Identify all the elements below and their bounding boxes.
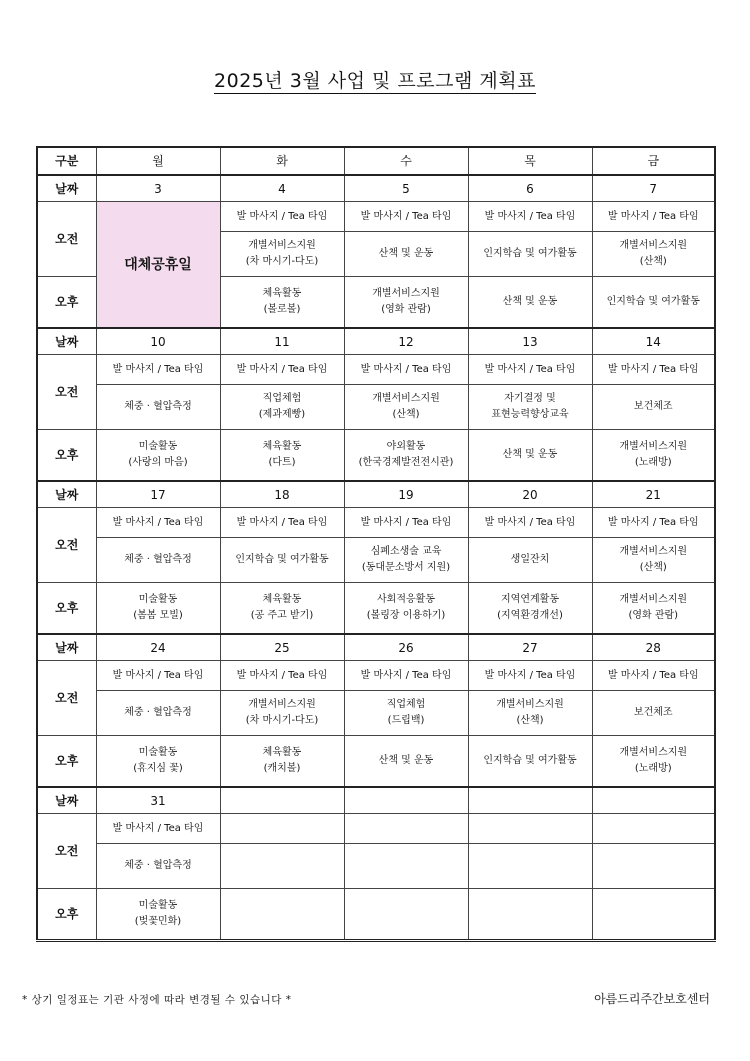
date-cell [344, 787, 468, 814]
activity-cell: 산책 및 운동 [468, 277, 592, 329]
activity-cell [96, 889, 220, 941]
cell-line: (사랑의 마음) [128, 457, 188, 468]
cell-line: (노래방) [634, 457, 672, 468]
activity-cell: 체중 · 혈압측정 [96, 385, 220, 430]
cell-line: (벚꽃민화) [134, 916, 182, 927]
am-row-1 [37, 355, 715, 385]
date-cell: 3 [96, 175, 220, 202]
date-cell: 6 [468, 175, 592, 202]
date-row [37, 175, 715, 202]
pm-label: 오후 [37, 583, 96, 635]
activity-cell [96, 430, 220, 482]
cell-line: (산책) [516, 715, 544, 726]
footer-note: * 상기 일정표는 기관 사정에 따라 변경될 수 있습니다 * [22, 994, 292, 1006]
activity-cell: 산책 및 운동 [344, 736, 468, 788]
cell-line: 개별서비스지원 [619, 441, 688, 452]
activity-cell [468, 691, 592, 736]
activity-cell: 발 마사지 / Tea 타임 [96, 814, 220, 844]
activity-cell [592, 736, 715, 788]
activity-cell: 발 마사지 / Tea 타임 [592, 661, 715, 691]
activity-cell [592, 844, 715, 889]
activity-cell [220, 736, 344, 788]
cell-line: 미술활동 [138, 441, 178, 452]
activity-cell: 발 마사지 / Tea 타임 [344, 202, 468, 232]
activity-cell [220, 430, 344, 482]
date-cell: 26 [344, 634, 468, 661]
activity-cell [344, 430, 468, 482]
date-label: 날짜 [37, 481, 96, 508]
activity-cell [344, 583, 468, 635]
am-label: 오전 [37, 508, 96, 583]
header-day: 목 [468, 147, 592, 175]
activity-cell [220, 583, 344, 635]
date-cell: 27 [468, 634, 592, 661]
cell-line: 개별서비스지원 [248, 699, 316, 710]
activity-cell: 산책 및 운동 [468, 430, 592, 482]
activity-cell: 생일잔치 [468, 538, 592, 583]
pm-label: 오후 [37, 736, 96, 788]
activity-cell [468, 385, 592, 430]
cell-line: 직업체험 [262, 393, 302, 404]
activity-cell [220, 385, 344, 430]
activity-cell [96, 736, 220, 788]
activity-cell: 보건체조 [592, 691, 715, 736]
activity-cell [592, 889, 715, 941]
date-cell: 28 [592, 634, 715, 661]
date-cell: 13 [468, 328, 592, 355]
am-row-2 [37, 844, 715, 889]
activity-cell [344, 889, 468, 941]
activity-cell [344, 814, 468, 844]
activity-cell [220, 691, 344, 736]
cell-line: 개별서비스지원 [619, 240, 688, 251]
activity-cell: 발 마사지 / Tea 타임 [468, 202, 592, 232]
header-day: 화 [220, 147, 344, 175]
date-row [37, 634, 715, 661]
cell-line: (동대문소방서 지원) [361, 562, 451, 573]
schedule-table [36, 146, 716, 942]
activity-cell [468, 814, 592, 844]
cell-line: 개별서비스지원 [496, 699, 564, 710]
date-label: 날짜 [37, 787, 96, 814]
activity-cell: 체중 · 혈압측정 [96, 538, 220, 583]
cell-line: (산책) [639, 562, 667, 573]
pm-row [37, 583, 715, 635]
activity-cell [220, 844, 344, 889]
activity-cell [344, 385, 468, 430]
date-cell: 10 [96, 328, 220, 355]
activity-cell [344, 277, 468, 329]
cell-line: (볼로볼) [263, 304, 301, 315]
date-label: 날짜 [37, 328, 96, 355]
date-row [37, 787, 715, 814]
date-cell [468, 787, 592, 814]
cell-line: 표현능력향상교육 [491, 409, 569, 420]
date-cell: 21 [592, 481, 715, 508]
cell-line: 개별서비스지원 [372, 393, 440, 404]
am-row-2 [37, 538, 715, 583]
activity-cell [592, 538, 715, 583]
am-row-2 [37, 385, 715, 430]
activity-cell: 인지학습 및 여가활동 [468, 232, 592, 277]
date-cell: 12 [344, 328, 468, 355]
cell-line: 미술활동 [138, 747, 178, 758]
activity-cell [220, 814, 344, 844]
date-cell: 7 [592, 175, 715, 202]
header-row [37, 147, 715, 175]
activity-cell: 체중 · 혈압측정 [96, 691, 220, 736]
cell-line: (영화 관람) [381, 304, 431, 315]
cell-line: (한국경제발전전시관) [358, 457, 454, 468]
cell-line: (봄봄 모빌) [133, 610, 183, 621]
date-cell: 19 [344, 481, 468, 508]
cell-line: (다트) [268, 457, 296, 468]
pm-label: 오후 [37, 277, 96, 329]
activity-cell: 보건체조 [592, 385, 715, 430]
header-day: 수 [344, 147, 468, 175]
cell-line: (지역환경개선) [497, 610, 563, 621]
activity-cell: 발 마사지 / Tea 타임 [468, 661, 592, 691]
activity-cell: 인지학습 및 여가활동 [592, 277, 715, 329]
activity-cell: 인지학습 및 여가활동 [220, 538, 344, 583]
pm-row [37, 430, 715, 482]
date-label: 날짜 [37, 634, 96, 661]
cell-line: 미술활동 [138, 900, 178, 911]
activity-cell [592, 430, 715, 482]
cell-line: (차 마시기-다도) [245, 256, 319, 267]
activity-cell: 발 마사지 / Tea 타임 [592, 508, 715, 538]
page-title-text: 2025년 3월 사업 및 프로그램 계획표 [214, 70, 536, 92]
footer-org: 아름드리주간보호센터 [594, 992, 710, 1006]
activity-cell: 발 마사지 / Tea 타임 [220, 508, 344, 538]
header-label: 구분 [37, 147, 96, 175]
activity-cell: 발 마사지 / Tea 타임 [592, 355, 715, 385]
date-cell: 5 [344, 175, 468, 202]
am-row-1 [37, 202, 715, 232]
activity-cell [592, 814, 715, 844]
pm-label: 오후 [37, 430, 96, 482]
pm-row [37, 889, 715, 941]
date-cell: 18 [220, 481, 344, 508]
cell-line: 개별서비스지원 [619, 747, 688, 758]
activity-cell: 발 마사지 / Tea 타임 [220, 355, 344, 385]
am-label: 오전 [37, 661, 96, 736]
activity-cell: 발 마사지 / Tea 타임 [96, 661, 220, 691]
date-cell: 17 [96, 481, 220, 508]
date-cell: 20 [468, 481, 592, 508]
date-label: 날짜 [37, 175, 96, 202]
cell-line: 개별서비스지원 [372, 288, 440, 299]
activity-cell [344, 538, 468, 583]
activity-cell: 인지학습 및 여가활동 [468, 736, 592, 788]
activity-cell: 발 마사지 / Tea 타임 [344, 661, 468, 691]
activity-cell: 산책 및 운동 [344, 232, 468, 277]
cell-line: (산책) [639, 256, 667, 267]
am-label: 오전 [37, 202, 96, 277]
cell-line: (공 주고 받기) [250, 610, 314, 621]
activity-cell: 발 마사지 / Tea 타임 [220, 202, 344, 232]
activity-cell [344, 691, 468, 736]
cell-line: (노래방) [634, 763, 672, 774]
cell-line: (볼링장 이용하기) [366, 610, 446, 621]
date-cell: 11 [220, 328, 344, 355]
date-cell: 31 [96, 787, 220, 814]
am-label: 오전 [37, 814, 96, 889]
activity-cell [220, 277, 344, 329]
date-row [37, 328, 715, 355]
page-title [0, 66, 750, 93]
activity-cell: 발 마사지 / Tea 타임 [96, 355, 220, 385]
activity-cell: 체중 · 혈압측정 [96, 844, 220, 889]
activity-cell: 발 마사지 / Tea 타임 [344, 355, 468, 385]
cell-line: 개별서비스지원 [619, 594, 688, 605]
cell-line: 체육활동 [262, 747, 302, 758]
activity-cell: 발 마사지 / Tea 타임 [592, 202, 715, 232]
cell-line: 체육활동 [262, 288, 302, 299]
activity-cell [468, 583, 592, 635]
cell-line: 심폐소생술 교육 [370, 546, 442, 557]
header-day: 금 [592, 147, 715, 175]
activity-cell: 발 마사지 / Tea 타임 [344, 508, 468, 538]
date-cell [220, 787, 344, 814]
cell-line: 체육활동 [262, 594, 302, 605]
cell-line: 야외활동 [386, 441, 426, 452]
pm-row [37, 736, 715, 788]
cell-line: (휴지심 꽃) [133, 763, 183, 774]
holiday-cell: 대체공휴일 [96, 202, 220, 329]
date-cell: 4 [220, 175, 344, 202]
cell-line: 개별서비스지원 [619, 546, 688, 557]
am-row-1 [37, 508, 715, 538]
cell-line: 자기결정 및 [504, 393, 556, 404]
activity-cell: 발 마사지 / Tea 타임 [468, 355, 592, 385]
cell-line: 직업체험 [386, 699, 426, 710]
date-cell: 14 [592, 328, 715, 355]
am-row-1 [37, 661, 715, 691]
activity-cell [592, 232, 715, 277]
am-label: 오전 [37, 355, 96, 430]
activity-cell [592, 583, 715, 635]
date-cell: 25 [220, 634, 344, 661]
cell-line: 사회적응활동 [377, 594, 435, 605]
activity-cell [220, 232, 344, 277]
activity-cell: 발 마사지 / Tea 타임 [468, 508, 592, 538]
header-day: 월 [96, 147, 220, 175]
cell-line: 미술활동 [138, 594, 178, 605]
cell-line: 개별서비스지원 [248, 240, 316, 251]
cell-line: (제과제빵) [258, 409, 306, 420]
cell-line: (산책) [392, 409, 420, 420]
cell-line: 지역연계활동 [501, 594, 559, 605]
activity-cell [220, 889, 344, 941]
cell-line: (차 마시기-다도) [245, 715, 319, 726]
am-row-1 [37, 814, 715, 844]
cell-line: (영화 관람) [628, 610, 679, 621]
date-cell: 24 [96, 634, 220, 661]
cell-line: (캐치볼) [263, 763, 301, 774]
activity-cell: 발 마사지 / Tea 타임 [96, 508, 220, 538]
cell-line: (드립백) [387, 715, 425, 726]
activity-cell [96, 583, 220, 635]
date-cell [592, 787, 715, 814]
date-row [37, 481, 715, 508]
pm-label: 오후 [37, 889, 96, 941]
am-row-2 [37, 691, 715, 736]
activity-cell: 발 마사지 / Tea 타임 [220, 661, 344, 691]
activity-cell [344, 844, 468, 889]
activity-cell [468, 844, 592, 889]
cell-line: 체육활동 [262, 441, 302, 452]
activity-cell [468, 889, 592, 941]
